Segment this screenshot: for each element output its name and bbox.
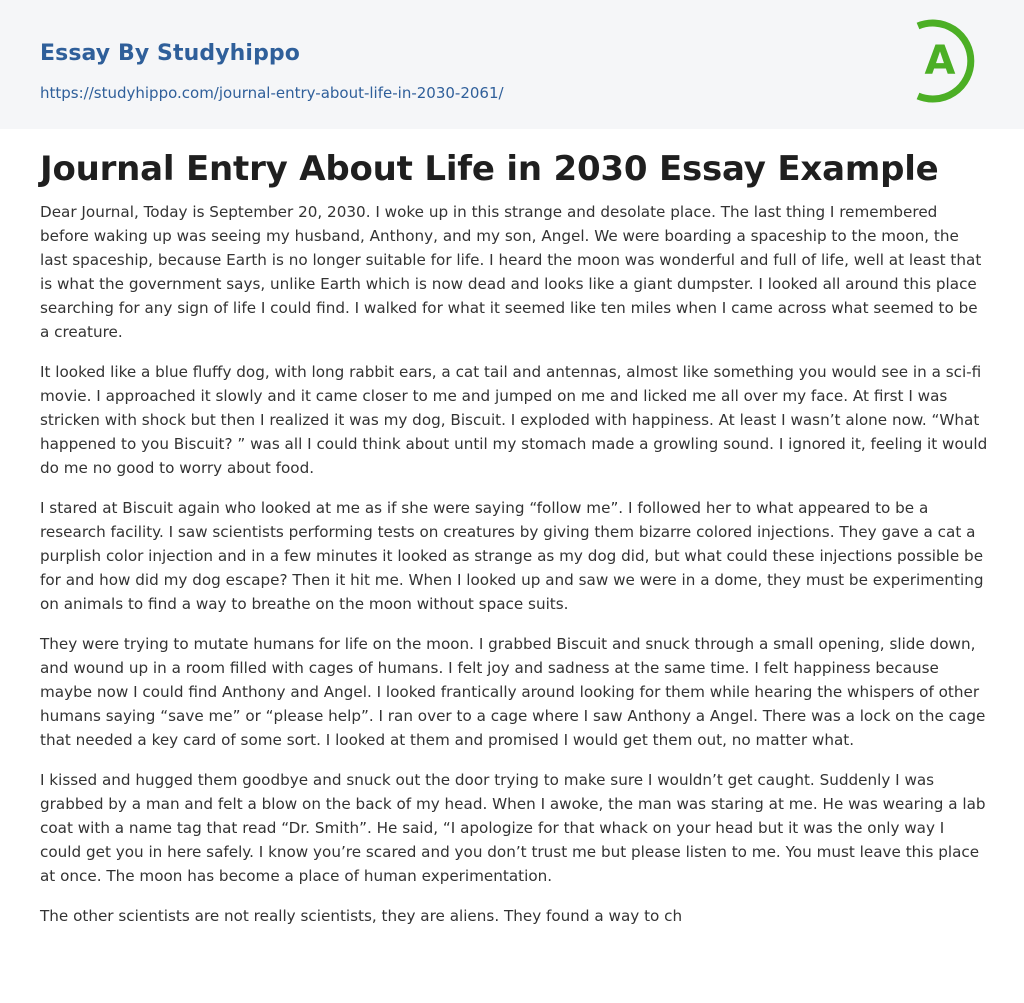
essay-paragraph: I kissed and hugged them goodbye and snuck out the door trying to make sure I wouldn’t get caught. Suddenly I was grabbed by a man and felt a blow on the back of my head. When I awoke, the man was staring at me. He was wearing a lab coat with a name tag that read “Dr. Smith”. He said, “I apologize for that whack on your head but it was the only way I could get you in here safely. I know you’re scared and you don’t trust me but please listen to me. You must leave this place at once. The moon has become a place of human experimentation. xyxy=(40,771,986,885)
essay-paragraph: I stared at Biscuit again who looked at me as if she were saying “follow me”. I followed her to what appeared to be a research facility. I saw scientists performing tests on creatures by giving them bizarre colored injections. They gave a cat a purplish color injection and in a few minutes it looked as strange as my dog did, but what could these injections possible be for and how did my dog escape? Then it hit me. When I looked up and saw we were in a dome, they must be experimenting on animals to find a way to breathe on the moon without space suits. xyxy=(40,499,984,613)
site-brand[interactable]: Essay By Studyhippo xyxy=(40,41,300,66)
studyhippo-logo-icon[interactable] xyxy=(902,18,988,104)
essay-url-link[interactable]: https://studyhippo.com/journal-entry-about-life-in-2030-2061/ xyxy=(40,84,504,102)
page-title: Journal Entry About Life in 2030 Essay Example xyxy=(40,149,939,189)
site-header xyxy=(0,0,1024,129)
article xyxy=(40,146,990,944)
essay-paragraph: It looked like a blue fluffy dog, with long rabbit ears, a cat tail and antennas, almost like something you would see in a sci-fi movie. I approached it slowly and it came closer to me and jumped on me and licked me all over my face. At first I was stricken with shock but then I realized it was my dog, Biscuit. I exploded with happiness. At least I wasn’t alone now. “What happened to you Biscuit? ” was all I could think about until my stomach made a growling sound. I ignored it, feeling it would do me no good to worry about food. xyxy=(40,363,988,477)
essay-paragraph: Dear Journal, Today is September 20, 2030. I woke up in this strange and desolate place. The last thing I remembered before waking up was seeing my husband, Anthony, and my son, Angel. We were boarding a spaceship to the moon, the last spaceship, because Earth is no longer suitable for life. I heard the moon was wonderful and full of life, well at least that is what the government says, unlike Earth which is now dead and looks like a giant dumpster. I looked all around this place searching for any sign of life I could find. I walked for what it seemed like ten miles when I came across what seemed to be a creature. xyxy=(40,203,982,341)
essay-paragraph: The other scientists are not really scientists, they are aliens. They found a way to ch xyxy=(40,907,683,925)
essay-paragraph: They were trying to mutate humans for life on the moon. I grabbed Biscuit and snuck through a small opening, slide down, and wound up in a room filled with cages of humans. I felt joy and sadness at the same time. I felt happiness because maybe now I could find Anthony and Angel. I looked frantically around looking for them while hearing the whispers of other humans saying “save me” or “please help”. I ran over to a cage where I saw Anthony a Angel. There was a lock on the cage that needed a key card of some sort. I looked at them and promised I would get them out, no matter what. xyxy=(40,635,986,749)
logo-letter: A xyxy=(924,38,956,84)
